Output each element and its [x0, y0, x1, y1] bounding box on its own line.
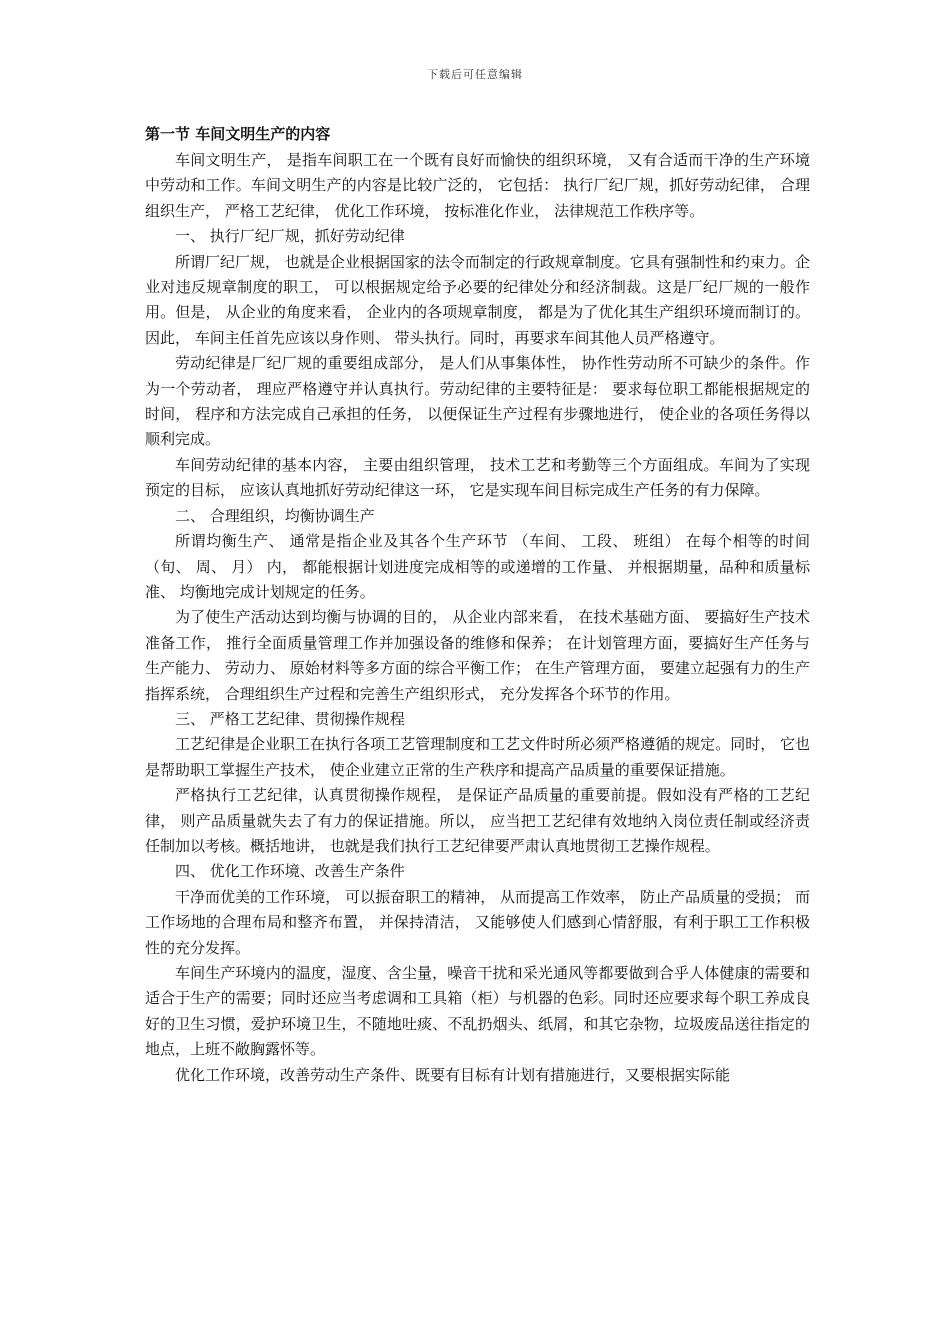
subheading: 四、 优化工作环境、改善生产条件 [175, 862, 405, 881]
subheading: 三、 严格工艺纪律、贯彻操作规程 [175, 709, 405, 728]
subheading: 一、 执行厂纪厂规，抓好劳动纪律 [175, 227, 405, 246]
document-body [145, 120, 810, 1088]
paragraph: 工艺纪律是企业职工在执行各项工艺管理制度和工艺文件时所必须严格遵循的规定。同时， 它也是帮助职工掌握生产技术， 使企业建立正常的生产秩序和提高产品质量的重要保证措施。 [145, 735, 810, 779]
paragraph: 所谓均衡生产、 通常是指企业及其各个生产环节 （车间、 工段、 班组） 在每个相等的时间（旬、 周、 月） 内， 都能根据计划进度完成相等的或递增的工作量、 并根据期量，品种和质量标准、 均衡地完成计划规定的任务。 [145, 532, 810, 601]
section-title: 第一节 车间文明生产的内容 [145, 125, 331, 143]
subheading: 二、 合理组织，均衡协调生产 [175, 506, 375, 525]
paragraph: 所谓厂纪厂规， 也就是企业根据国家的法令而制定的行政规章制度。它具有强制性和约束力。企业对违反规章制度的职工， 可以根据规定给予必要的纪律处分和经济制裁。这是厂纪厂规的一般作用。但是， 从企业的角度来看， 企业内的各项规章制度， 都是为了优化其生产组织环境而制订的。因此， 车间主任首先应该以身作则、 带头执行。同时，再要求车间其他人员严格遵守。 [145, 252, 810, 347]
header-note: 下载后可任意编辑 [427, 68, 523, 81]
paragraph: 优化工作环境，改善劳动生产条件、既要有目标有计划有措施进行，又要根据实际能 [175, 1065, 731, 1084]
paragraph: 车间劳动纪律的基本内容， 主要由组织管理， 技术工艺和考勤等三个方面组成。车间为了实现预定的目标， 应该认真地抓好劳动纪律这一环， 它是实现车间目标完成生产任务的有力保障。 [145, 455, 810, 500]
paragraph: 为了使生产活动达到均衡与协调的目的， 从企业内部来看， 在技术基础方面、 要搞好生产技术准备工作， 推行全面质量管理工作并加强设备的维修和保养； 在计划管理方面，要搞好生产任务与生产能力、 劳动力、 原始材料等多方面的综合平衡工作； 在生产管理方面， 要建立起强有力的生产指挥系统， 合理组织生产过程和完善生产组织形式， 充分发挥各个环节的作用。 [145, 608, 810, 703]
paragraph: 车间文明生产， 是指车间职工在一个既有良好而愉快的组织环境， 又有合适而干净的生产环境中劳动和工作。车间文明生产的内容是比较广泛的， 它包括： 执行厂纪厂规，抓好劳动纪律， 合理组织生产， 严格工艺纪律， 优化工作环境， 按标准化作业， 法律规范工作秩序等。 [145, 151, 810, 220]
paragraph: 严格执行工艺纪律，认真贯彻操作规程， 是保证产品质量的重要前提。假如没有严格的工艺纪律， 则产品质量就失去了有力的保证措施。所以， 应当把工艺纪律有效地纳入岗位责任制或经济责任制加以考核。概括地讲， 也就是我们执行工艺纪律要严肃认真地贯彻工艺操作规程。 [145, 786, 810, 855]
paragraph: 劳动纪律是厂纪厂规的重要组成部分， 是人们从事集体性， 协作性劳动所不可缺少的条件。作为一个劳动者， 理应严格遵守并认真执行。劳动纪律的主要特征是： 要求每位职工都能根据规定的时间， 程序和方法完成自己承担的任务， 以便保证生产过程有步骤地进行， 使企业的各项任务得以顺利完成。 [145, 354, 810, 449]
paragraph: 车间生产环境内的温度，湿度、含尘量，噪音干扰和采光通风等都要做到合乎人体健康的需要和适合于生产的需要；同时还应当考虑调和工具箱（柜）与机器的色彩。同时还应要求每个职工养成良好的卫生习惯，爱护环境卫生，不随地吐痰、不乱扔烟头、纸屑，和其它杂物，垃圾废品送往指定的地点，上班不敞胸露怀等。 [145, 964, 810, 1059]
paragraph: 干净而优美的工作环境， 可以振奋职工的精神， 从而提高工作效率， 防止产品质量的受损； 而工作场地的合理布局和整齐布置， 并保持清洁， 又能够使人们感到心情舒服，有利于职工工作积极性的充分发挥。 [145, 887, 810, 957]
